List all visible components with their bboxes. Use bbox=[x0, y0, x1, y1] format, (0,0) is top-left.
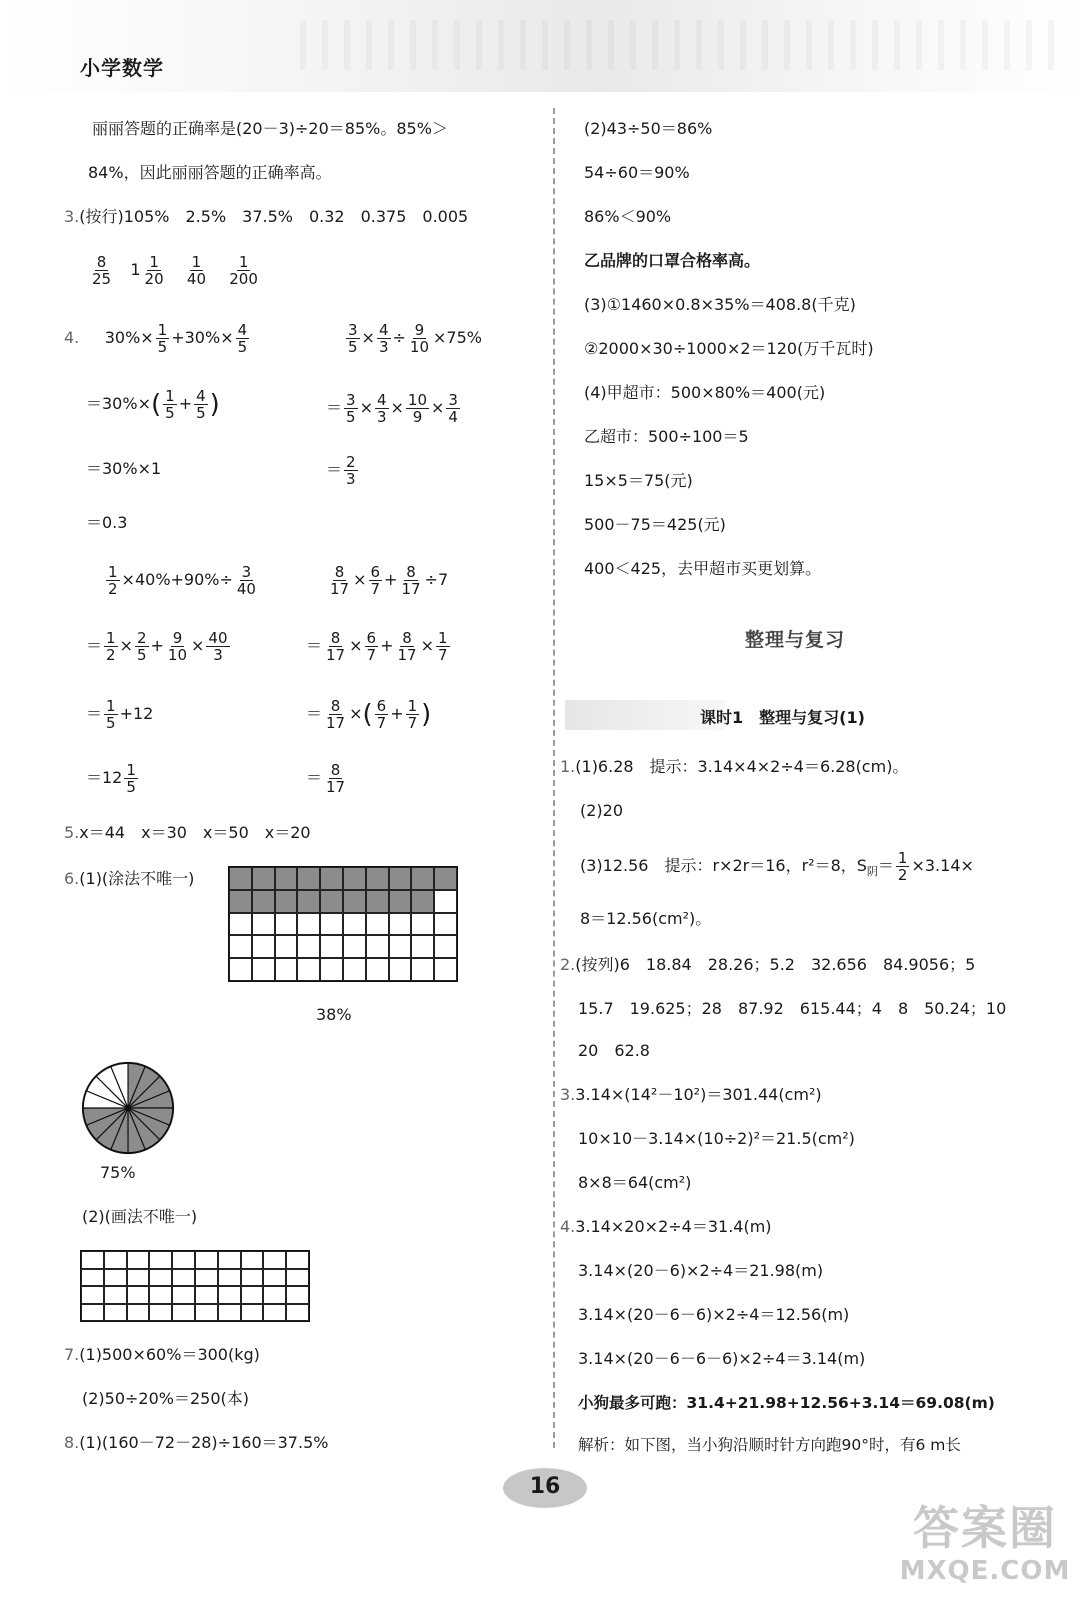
question-4d-row3: ＝ $\frac{8}{17}$ ×( $\frac{6}{7}$ + $\frac{1}{7}$ ) bbox=[306, 697, 432, 732]
grid-cell bbox=[297, 913, 320, 936]
grid-cell-shaded bbox=[343, 867, 366, 890]
grid-cell-shaded bbox=[229, 890, 252, 913]
grid-cell bbox=[252, 958, 275, 981]
column-divider bbox=[553, 108, 555, 1448]
grid-cell bbox=[81, 1251, 104, 1269]
grid-cell bbox=[263, 1251, 286, 1269]
grid-cell bbox=[320, 913, 343, 936]
answer-line: (2)43÷50＝86% bbox=[584, 119, 713, 138]
grid-cell bbox=[320, 935, 343, 958]
grid-cell bbox=[252, 935, 275, 958]
grid-cell bbox=[229, 913, 252, 936]
grid-cell-shaded bbox=[366, 867, 389, 890]
question-4d-row1: $\frac{8}{17}$ × $\frac{6}{7}$ + $\frac{8}{17}$ ÷7 bbox=[330, 563, 449, 598]
grid-cell bbox=[389, 913, 412, 936]
question-number: 3. bbox=[64, 207, 80, 226]
grid-cell bbox=[195, 1286, 218, 1304]
answer-line: (4)甲超市：500×80%＝400(元) bbox=[584, 383, 826, 402]
grid-cell bbox=[275, 935, 298, 958]
answer-line: 400＜425，去甲超市买更划算。 bbox=[584, 559, 822, 578]
fraction: $\frac{1}{200}$ bbox=[229, 253, 258, 288]
grid-cell bbox=[366, 935, 389, 958]
grid-cell bbox=[172, 1269, 195, 1287]
fraction: $\frac{1}{20}$ bbox=[144, 253, 164, 288]
section-title: 整理与复习 bbox=[745, 629, 846, 651]
answer-line: ②2000×30÷1000×2＝120(万千瓦时) bbox=[584, 339, 874, 358]
problem-1-1: 1.(1)6.28 提示：3.14×4×2÷4＝6.28(cm)。 bbox=[560, 757, 909, 776]
grid-cell bbox=[263, 1286, 286, 1304]
problem-1-3: (3)12.56 提示：r×2r＝16，r²＝8，$S_阴=$ $\frac{1}{2}$ ×3.14× bbox=[580, 849, 974, 884]
grid-cell bbox=[286, 1251, 309, 1269]
grid-cell bbox=[411, 958, 434, 981]
watermark-url: MXQE.COM bbox=[899, 1556, 1071, 1586]
pie-label: 75% bbox=[100, 1163, 136, 1182]
book-title: 小学数学 bbox=[80, 56, 164, 80]
grid-cell bbox=[127, 1304, 150, 1322]
question-4c-row4: ＝12 $\frac{1}{5}$ bbox=[86, 761, 136, 796]
question-4-row3: ＝30%×1 bbox=[86, 459, 162, 478]
grid-cell bbox=[286, 1269, 309, 1287]
problem-4-2: 3.14×(20－6)×2÷4＝21.98(m) bbox=[578, 1261, 824, 1280]
grid-cell bbox=[252, 913, 275, 936]
question-4d-row2: ＝ $\frac{8}{17}$ × $\frac{6}{7}$ + $\frac{8}{17}$ × $\frac{1}{7}$ bbox=[306, 629, 448, 664]
question-4c-row1: $\frac{1}{2}$ ×40%+90%÷ $\frac{3}{40}$ bbox=[108, 563, 256, 598]
grid-cell-shaded bbox=[411, 890, 434, 913]
question-4d-row4: ＝ $\frac{8}{17}$ bbox=[306, 761, 346, 796]
answer-line: 54÷60＝90% bbox=[584, 163, 690, 182]
grid-cell bbox=[411, 913, 434, 936]
grid-cell bbox=[263, 1304, 286, 1322]
grid-cell-shaded bbox=[389, 890, 412, 913]
answer-text: (按行)105% 2.5% 37.5% 0.32 0.375 0.005 bbox=[79, 207, 469, 226]
grid-cell bbox=[241, 1269, 264, 1287]
grid-cell bbox=[149, 1286, 172, 1304]
question-4b-row2: ＝ $\frac{3}{5}$ × $\frac{4}{3}$ × $\frac{10}{9}$ × $\frac{3}{4}$ bbox=[326, 391, 458, 426]
answer-line: 丽丽答题的正确率是(20－3)÷20＝85%。85%＞ bbox=[92, 119, 448, 138]
grid-cell bbox=[434, 913, 457, 936]
grid-cell bbox=[172, 1304, 195, 1322]
grid-cell bbox=[343, 958, 366, 981]
problem-1-3-cont: 8＝12.56(cm²)。 bbox=[580, 909, 712, 928]
grid-cell bbox=[434, 958, 457, 981]
question-4-row2: ＝30%×( $\frac{1}{5}$ + $\frac{4}{5}$ ) bbox=[86, 387, 220, 422]
watermark-logo: 答案圈 bbox=[913, 1501, 1057, 1555]
grid-cell bbox=[389, 958, 412, 981]
grid-cell bbox=[104, 1304, 127, 1322]
grid-cell bbox=[104, 1269, 127, 1287]
percent-pie-75 bbox=[80, 1060, 176, 1156]
grid-cell bbox=[366, 958, 389, 981]
grid-cell bbox=[434, 935, 457, 958]
grid-cell bbox=[411, 935, 434, 958]
problem-1-2: (2)20 bbox=[580, 801, 624, 820]
grid-cell-shaded bbox=[252, 890, 275, 913]
grid-cell bbox=[172, 1251, 195, 1269]
grid-cell bbox=[127, 1251, 150, 1269]
grid-cell-shaded bbox=[275, 867, 298, 890]
question-7-2: (2)50÷20%＝250(本) bbox=[82, 1389, 250, 1408]
grid-cell bbox=[434, 890, 457, 913]
question-4b-row1: $\frac{3}{5}$ × $\frac{4}{3}$ ÷ $\frac{9}{10}$ ×75% bbox=[348, 321, 482, 356]
grid-cell bbox=[218, 1269, 241, 1287]
grid-cell bbox=[104, 1286, 127, 1304]
grid-cell-shaded bbox=[297, 890, 320, 913]
grid-cell-shaded bbox=[411, 867, 434, 890]
question-6-1: 6.(1)(涂法不唯一) bbox=[64, 869, 195, 888]
grid-cell bbox=[127, 1286, 150, 1304]
grid-cell bbox=[81, 1286, 104, 1304]
question-4-row1: 4. 30%× $\frac{1}{5}$ +30%× $\frac{4}{5}$ bbox=[64, 321, 248, 356]
grid-cell-shaded bbox=[297, 867, 320, 890]
grid-cell-shaded bbox=[275, 890, 298, 913]
grid-cell-shaded bbox=[389, 867, 412, 890]
question-4c-row2: ＝ $\frac{1}{2}$ × $\frac{2}{5}$ + $\frac{9}{10}$ × $\frac{40}{3}$ bbox=[86, 629, 228, 664]
problem-4-1: 4.3.14×20×2÷4＝31.4(m) bbox=[560, 1217, 772, 1236]
question-4b-row3: ＝ $\frac{2}{3}$ bbox=[326, 453, 356, 488]
answer-line: 乙品牌的口罩合格率高。 bbox=[584, 251, 761, 270]
answer-line: 15×5＝75(元) bbox=[584, 471, 693, 490]
grid-cell bbox=[149, 1251, 172, 1269]
question-4-row4: ＝0.3 bbox=[86, 513, 128, 532]
answer-line: 500－75＝425(元) bbox=[584, 515, 726, 534]
page-number: 16 bbox=[529, 1474, 561, 1499]
grid-cell bbox=[241, 1286, 264, 1304]
grid-cell bbox=[172, 1286, 195, 1304]
percent-grid-38 bbox=[228, 866, 458, 982]
lesson-title: 课时1 整理与复习(1) bbox=[700, 708, 865, 727]
question-3 bbox=[64, 206, 468, 228]
grid-cell bbox=[241, 1304, 264, 1322]
grid-cell bbox=[297, 958, 320, 981]
watermark bbox=[885, 1500, 1085, 1596]
grid-cell bbox=[343, 935, 366, 958]
grid-cell-shaded bbox=[366, 890, 389, 913]
grid-cell bbox=[275, 913, 298, 936]
grid-cell bbox=[127, 1269, 150, 1287]
answer-line: 86%＜90% bbox=[584, 207, 672, 226]
grid-cell-shaded bbox=[320, 867, 343, 890]
grid-cell bbox=[275, 958, 298, 981]
problem-4-5: 小狗最多可跑：31.4+21.98+12.56+3.14＝69.08(m) bbox=[578, 1394, 995, 1412]
answer-line: (3)①1460×0.8×35%＝408.8(千克) bbox=[584, 295, 856, 314]
grid-cell-shaded bbox=[434, 867, 457, 890]
grid-cell bbox=[286, 1304, 309, 1322]
answer-line: 84%，因此丽丽答题的正确率高。 bbox=[88, 163, 332, 182]
problem-4-6: 解析：如下图，当小狗沿顺时针方向跑90°时，有6 m长 bbox=[578, 1436, 961, 1454]
grid-cell-shaded bbox=[252, 867, 275, 890]
problem-4-3: 3.14×(20－6－6)×2÷4＝12.56(m) bbox=[578, 1305, 850, 1324]
question-7-1: 7.(1)500×60%＝300(kg) bbox=[64, 1345, 260, 1364]
grid-cell bbox=[286, 1286, 309, 1304]
grid-cell bbox=[149, 1269, 172, 1287]
question-6-2: (2)(画法不唯一) bbox=[82, 1207, 198, 1226]
problem-3-1: 3.3.14×(14²－10²)＝301.44(cm²) bbox=[560, 1085, 822, 1104]
question-4c-row3: ＝ $\frac{1}{5}$ +12 bbox=[86, 697, 154, 732]
problem-2-3: 20 62.8 bbox=[578, 1041, 650, 1060]
grid-cell-shaded bbox=[229, 867, 252, 890]
grid-cell bbox=[263, 1269, 286, 1287]
grid-cell-shaded bbox=[343, 890, 366, 913]
problem-4-4: 3.14×(20－6－6－6)×2÷4＝3.14(m) bbox=[578, 1349, 866, 1368]
grid-cell bbox=[218, 1251, 241, 1269]
grid-cell bbox=[195, 1251, 218, 1269]
question-8-1: 8.(1)(160－72－28)÷160＝37.5% bbox=[64, 1433, 329, 1452]
grid-cell bbox=[229, 935, 252, 958]
grid-cell bbox=[81, 1269, 104, 1287]
problem-3-2: 10×10－3.14×(10÷2)²＝21.5(cm²) bbox=[578, 1129, 855, 1148]
grid-label: 38% bbox=[316, 1005, 352, 1024]
blank-grid bbox=[80, 1250, 310, 1322]
grid-cell bbox=[218, 1286, 241, 1304]
grid-cell bbox=[297, 935, 320, 958]
grid-cell bbox=[389, 935, 412, 958]
answer-line: 乙超市：500÷100＝5 bbox=[584, 427, 749, 446]
grid-cell bbox=[343, 913, 366, 936]
grid-cell bbox=[320, 958, 343, 981]
grid-cell bbox=[229, 958, 252, 981]
fraction: $\frac{1}{40}$ bbox=[186, 253, 206, 288]
grid-cell bbox=[149, 1304, 172, 1322]
fraction: $\frac{8}{25}$ bbox=[92, 253, 112, 288]
grid-cell bbox=[241, 1251, 264, 1269]
problem-2-2: 15.7 19.625；28 87.92 615.44；4 8 50.24；10 bbox=[578, 999, 1007, 1018]
grid-cell bbox=[104, 1251, 127, 1269]
question-5: 5.x＝44 x＝30 x＝50 x＝20 bbox=[64, 823, 311, 842]
grid-cell bbox=[218, 1304, 241, 1322]
question-3-fractions: $\frac{8}{25}$ 1 $\frac{1}{20}$ $\frac{1}{40}$ $\frac{1}{200}$ bbox=[92, 253, 258, 288]
problem-3-3: 8×8＝64(cm²) bbox=[578, 1173, 692, 1192]
problem-2-1: 2.(按列)6 18.84 28.26；5.2 32.656 84.9056；5 bbox=[560, 955, 976, 974]
grid-cell-shaded bbox=[320, 890, 343, 913]
grid-cell bbox=[366, 913, 389, 936]
grid-cell bbox=[195, 1304, 218, 1322]
grid-cell bbox=[195, 1269, 218, 1287]
grid-cell bbox=[81, 1304, 104, 1322]
